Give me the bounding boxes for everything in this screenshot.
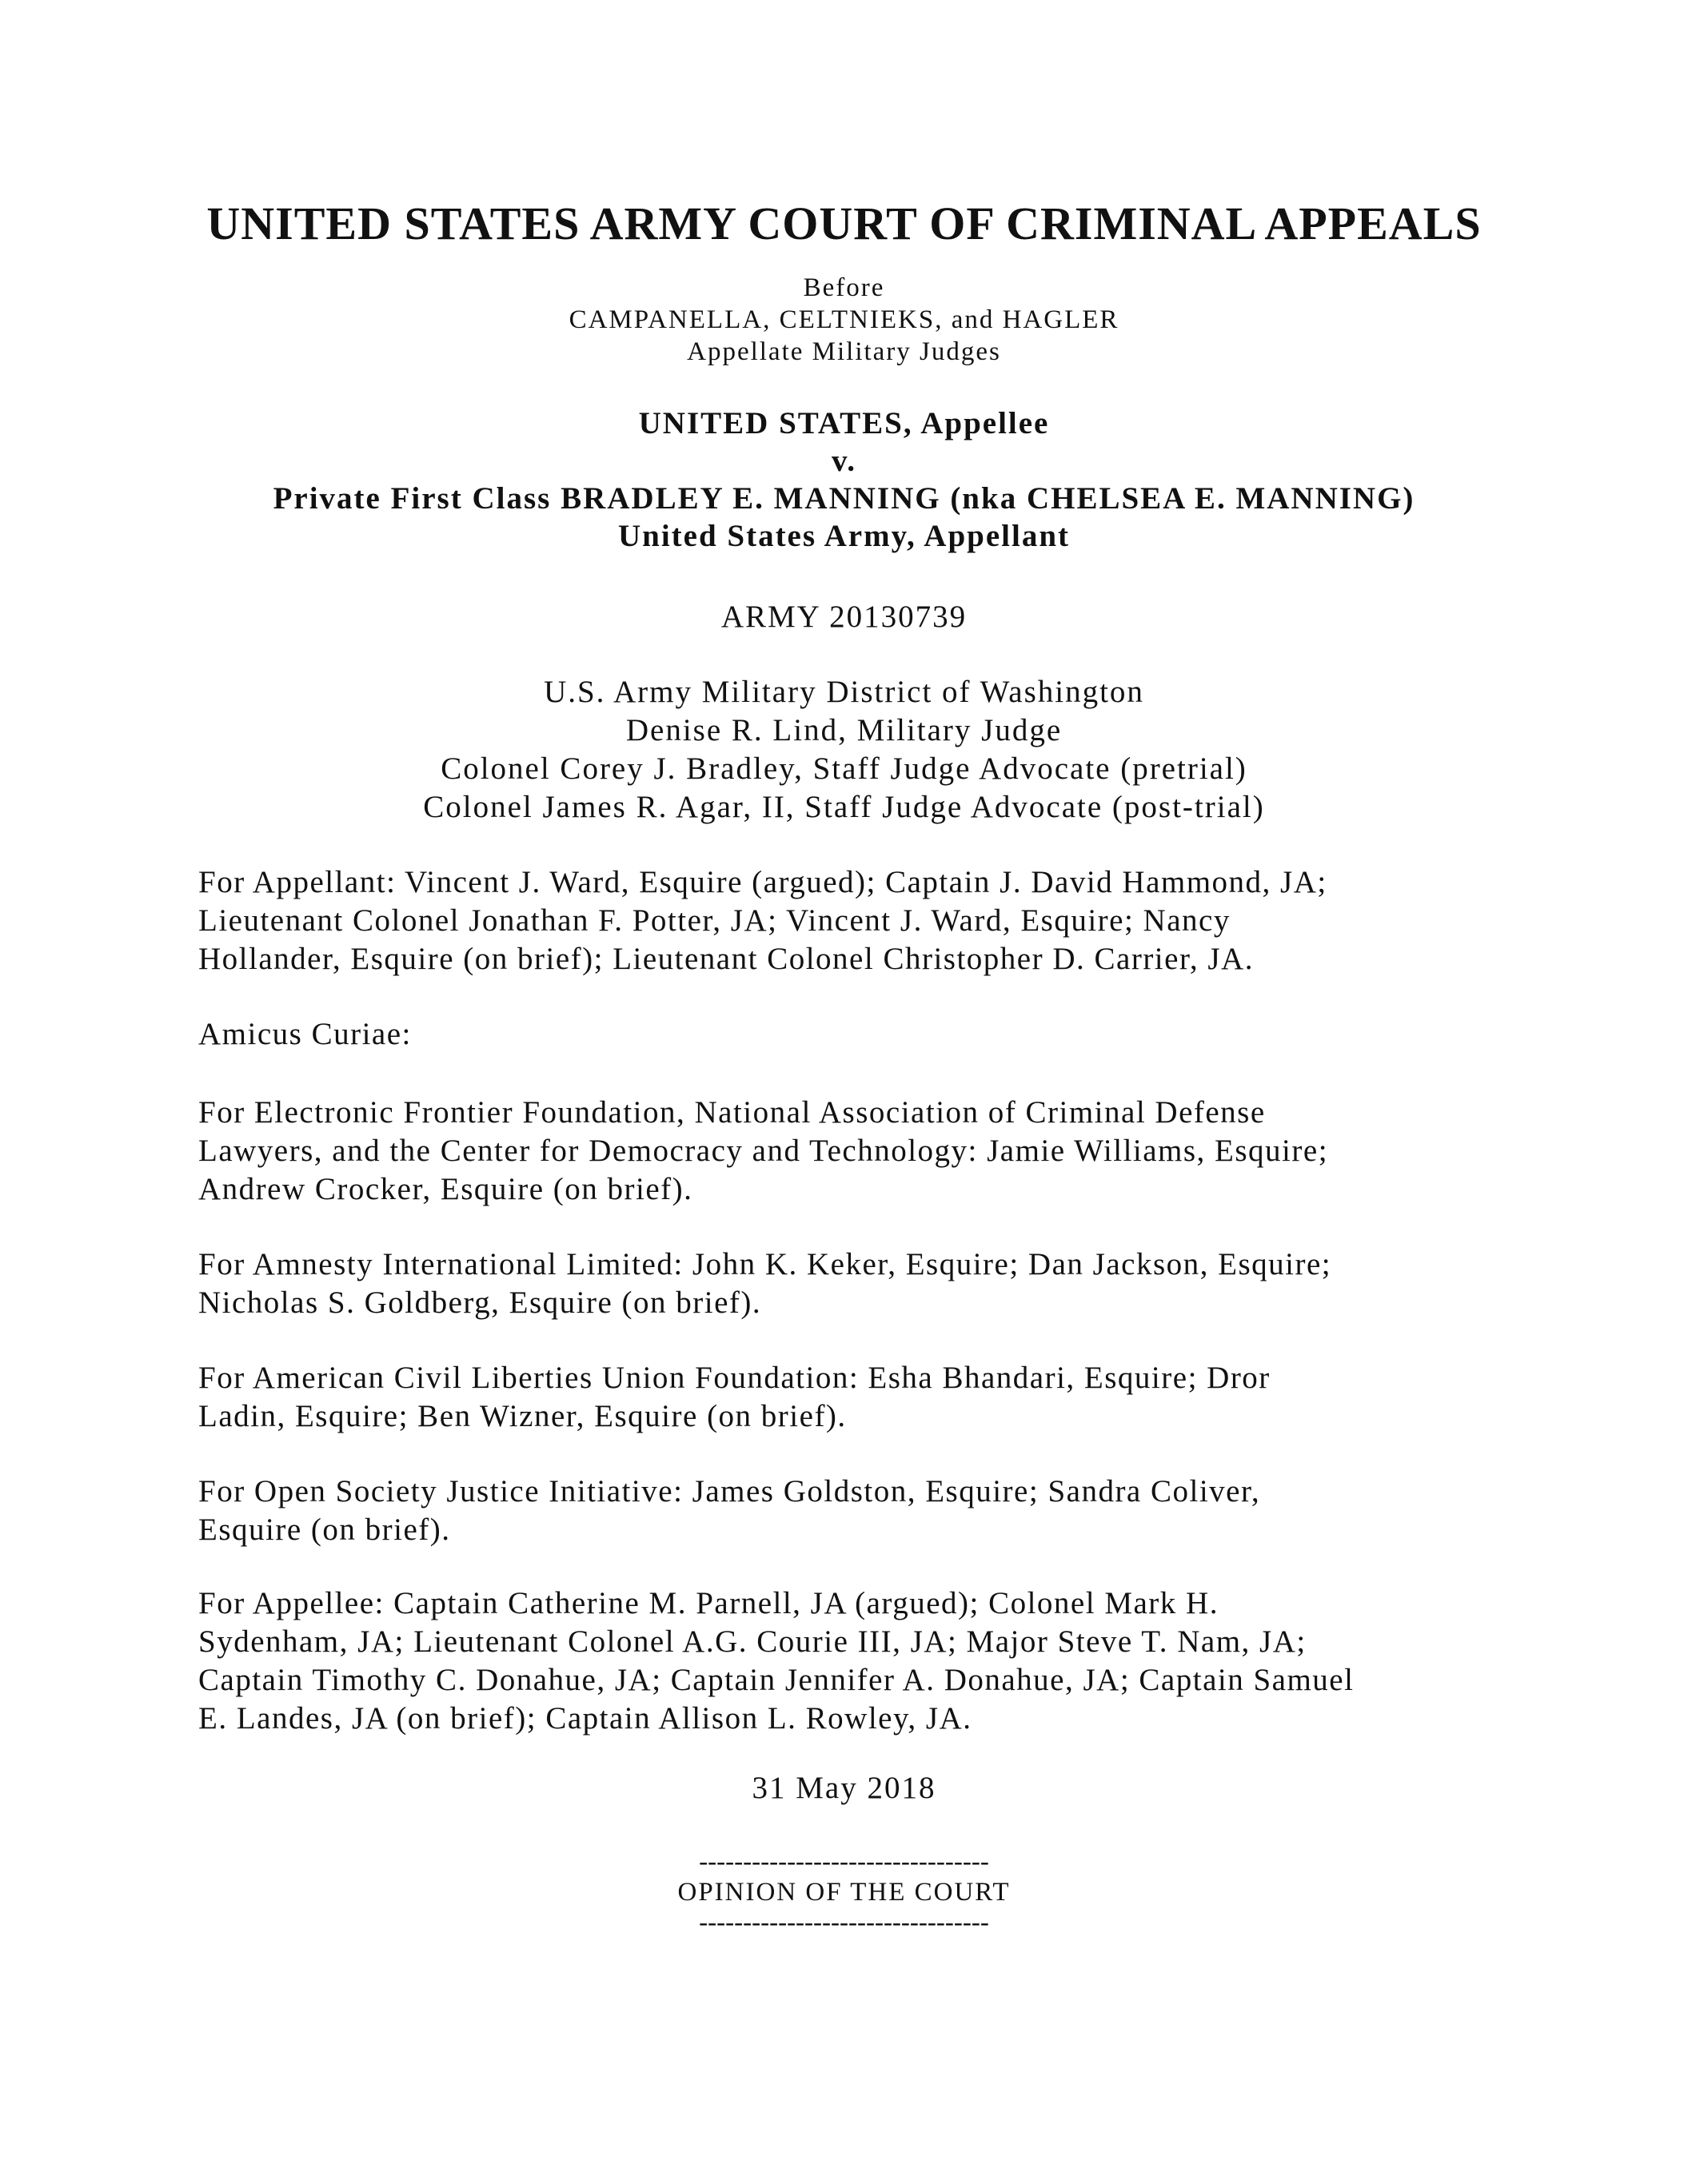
amicus-eff <box>198 1094 1510 1209</box>
counsel-line: Lieutenant Colonel Jonathan F. Potter, JA; Vincent J. Ward, Esquire; Nancy <box>198 903 1231 938</box>
counsel-for-appellee <box>198 1584 1510 1738</box>
opinion-heading: OPINION OF THE COURT <box>677 1878 1011 1907</box>
panel-block <box>0 272 1688 368</box>
court-title: UNITED STATES ARMY COURT OF CRIMINAL APPEALS <box>206 197 1482 249</box>
counsel-line: Esquire (on brief). <box>198 1512 451 1547</box>
panel-judges: CAMPANELLA, CELTNIEKS, and HAGLER <box>569 305 1119 334</box>
opinion-rule-bottom: --------------------------------- <box>699 1908 989 1937</box>
counsel-line: For American Civil Liberties Union Foundation: Esha Bhandari, Esquire; Dror <box>198 1361 1271 1395</box>
counsel-line: Ladin, Esquire; Ben Wizner, Esquire (on brief). <box>198 1399 847 1433</box>
origin-sja-posttrial: Colonel James R. Agar, II, Staff Judge Advocate (post-trial) <box>423 790 1265 824</box>
counsel-line: Hollander, Esquire (on brief); Lieutenant Colonel Christopher D. Carrier, JA. <box>198 942 1254 976</box>
caption-appellant-line1: Private First Class BRADLEY E. MANNING (nka CHELSEA E. MANNING) <box>273 481 1415 516</box>
docket-number: ARMY 20130739 <box>720 600 968 634</box>
amicus-osji <box>198 1473 1510 1549</box>
counsel-line: E. Landes, JA (on brief); Captain Allison L. Rowley, JA. <box>198 1701 972 1736</box>
counsel-line: Captain Timothy C. Donahue, JA; Captain Jennifer A. Donahue, JA; Captain Samuel <box>198 1663 1355 1697</box>
caption-appellee: UNITED STATES, Appellee <box>638 406 1050 440</box>
counsel-line: For Electronic Frontier Foundation, National Association of Criminal Defense <box>198 1095 1266 1130</box>
case-caption <box>0 405 1688 555</box>
amicus-aclu <box>198 1359 1510 1436</box>
panel-before: Before <box>803 273 885 302</box>
decision-date: 31 May 2018 <box>752 1771 936 1805</box>
counsel-line: For Amnesty International Limited: John K. Keker, Esquire; Dan Jackson, Esquire; <box>198 1247 1332 1281</box>
amicus-heading-text: Amicus Curiae: <box>198 1017 412 1051</box>
counsel-line: For Appellee: Captain Catherine M. Parnell, JA (argued); Colonel Mark H. <box>198 1586 1219 1620</box>
counsel-line: Andrew Crocker, Esquire (on brief). <box>198 1172 693 1206</box>
panel-role: Appellate Military Judges <box>687 337 1001 366</box>
opinion-rule-top: --------------------------------- <box>699 1847 989 1876</box>
origin-block <box>0 673 1688 827</box>
origin-sja-pretrial: Colonel Corey J. Bradley, Staff Judge Advocate (pretrial) <box>441 751 1247 786</box>
amicus-heading <box>198 1015 1510 1054</box>
counsel-line: Sydenham, JA; Lieutenant Colonel A.G. Courie III, JA; Major Steve T. Nam, JA; <box>198 1624 1307 1659</box>
counsel-for-appellant <box>198 863 1510 978</box>
caption-versus: v. <box>831 444 857 478</box>
origin-district: U.S. Army Military District of Washington <box>544 675 1144 709</box>
counsel-line: For Appellant: Vincent J. Ward, Esquire (argued); Captain J. David Hammond, JA; <box>198 865 1327 899</box>
caption-appellant-line2: United States Army, Appellant <box>617 519 1071 553</box>
counsel-line: For Open Society Justice Initiative: James Goldston, Esquire; Sandra Coliver, <box>198 1474 1261 1508</box>
origin-military-judge: Denise R. Lind, Military Judge <box>625 713 1063 747</box>
counsel-line: Nicholas S. Goldberg, Esquire (on brief). <box>198 1285 762 1320</box>
counsel-line: Lawyers, and the Center for Democracy and Technology: Jamie Williams, Esquire; <box>198 1134 1329 1168</box>
opinion-heading-block <box>0 1847 1688 1938</box>
amicus-amnesty <box>198 1245 1510 1322</box>
